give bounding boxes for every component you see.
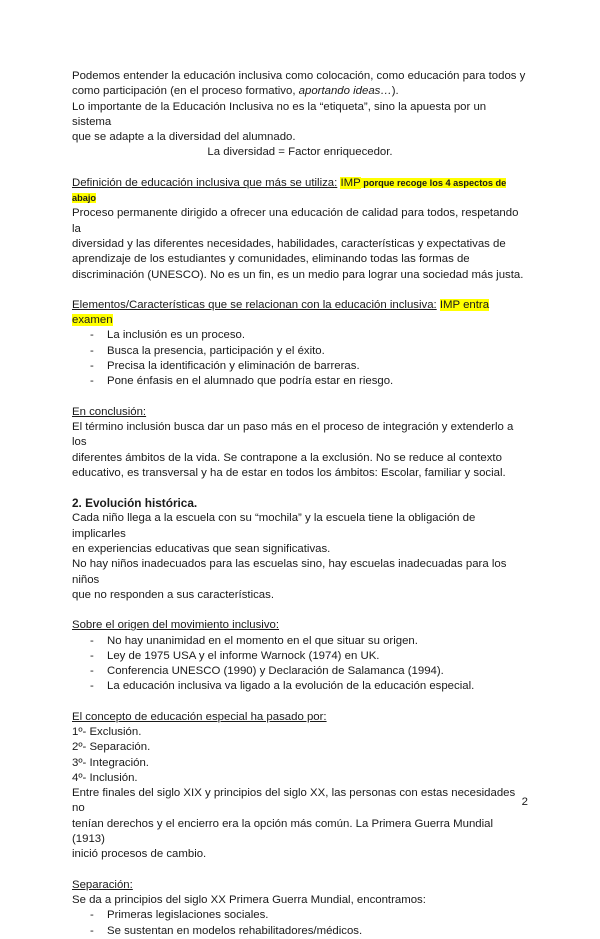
separation-line-1: Se da a principios del siglo XX Primera Guerra Mundial, encontramos: [72,893,426,906]
definition-line-4: discriminación (UNESCO). No es un fin, es un medio para lograr una sociedad más justa. [72,268,524,281]
list-item: - Busca la presencia, participación y el éxito. [72,344,528,359]
list-item: - La educación inclusiva va ligado a la evolución de la educación especial. [72,679,528,694]
section-2-line-1: Cada niño llega a la escuela con su “mochila” y la escuela tiene la obligación de implicarles [72,512,476,540]
list-item: - Primeras legislaciones sociales. [72,908,528,923]
stage-item: 2º- Separación. [72,741,151,754]
concept-line-3: inició procesos de cambio. [72,848,207,861]
intro-line-2c: ). [391,85,399,98]
separation-list [72,908,528,939]
elements-list [72,328,528,389]
concept-line-2: tenían derechos y el encierro era la opción más común. La Primera Guerra Mundial (1913) [72,817,494,846]
concept-heading: El concepto de educación especial ha pasado por: [72,710,327,723]
stage-item: 3º- Integración. [72,756,149,769]
intro-line-1: Podemos entender la educación inclusiva como colocación, como educación para todos y [72,70,526,82]
intro-line-2 [72,84,528,99]
intro-line-3: Lo importante de la Educación Inclusiva no es la “etiqueta”, sino la apuesta por un sistema [72,100,487,128]
definition-heading-line [72,176,528,207]
stage-item: 4º- Inclusión. [72,771,138,784]
section-2-heading: 2. Evolución histórica. [72,496,198,511]
page-number: 2 [521,796,528,808]
elements-heading-line [72,298,528,329]
concept-line-1: Entre finales del siglo XIX y principios del siglo XX, las personas con estas necesidades no [72,787,516,815]
list-item: - La inclusión es un proceso. [72,328,528,343]
intro-line-4: que se adapte a la diversidad del alumnado. [72,131,296,144]
list-item: - Conferencia UNESCO (1990) y Declaración de Salamanca (1994). [72,664,528,679]
definition-line-3: aprendizaje de los estudiantes y comunidades, eliminando todas las formas de [72,253,470,266]
intro-italic: aportando ideas… [298,85,392,98]
definition-line-1: Proceso permanente dirigido a ofrecer una educación de calidad para todos, respetando la [72,207,519,235]
imp-note-highlight: porque recoge los 4 aspectos de abajo [72,177,507,204]
definition-line-2: diversidad y las diferentes necesidades, habilidades, características y expectativas de [72,237,506,250]
section-2-line-4: que no responden a sus características. [72,588,274,601]
conclusion-heading: En conclusión: [72,405,147,418]
diversity-formula: La diversidad = Factor enriquecedor. [207,146,393,159]
separation-heading: Separación: [72,878,133,891]
elements-heading: Elementos/Características que se relacionan con la educación inclusiva: [72,298,437,311]
stage-item: 1º- Exclusión. [72,725,142,738]
list-item: - Se sustentan en modelos rehabilitadores/médicos. [72,924,528,939]
list-item: - No hay unanimidad en el momento en el que situar su origen. [72,634,528,649]
conclusion-line-3: educativo, es transversal y ha de estar en todos los ámbitos: Escolar, familiar y social. [72,466,506,479]
section-2-line-3: No hay niños inadecuados para las escuelas sino, hay escuelas inadecuadas para los niños [72,558,507,586]
list-item: - Ley de 1975 USA y el informe Warnock (1974) en UK. [72,649,528,664]
list-item: - Precisa la identificación y eliminación de barreras. [72,359,528,374]
conclusion-line-2: diferentes ámbitos de la vida. Se contrapone a la exclusión. No se reduce al contexto [72,451,502,464]
origin-heading: Sobre el origen del movimiento inclusivo: [72,619,280,632]
definition-heading: Definición de educación inclusiva que más se utiliza: [72,176,338,189]
origin-list [72,634,528,695]
intro-line-2a: como participación (en el proceso formativo, [72,85,299,98]
imp-exam-highlight: IMP entra examen [72,298,490,327]
section-2-line-2: en experiencias educativas que sean significativas. [72,543,331,556]
conclusion-line-1: El término inclusión busca dar un paso más en el proceso de integración y extenderlo a los [72,420,514,449]
list-item: - Pone énfasis en el alumnado que podría estar en riesgo. [72,374,528,389]
imp-highlight: IMP [340,176,361,189]
